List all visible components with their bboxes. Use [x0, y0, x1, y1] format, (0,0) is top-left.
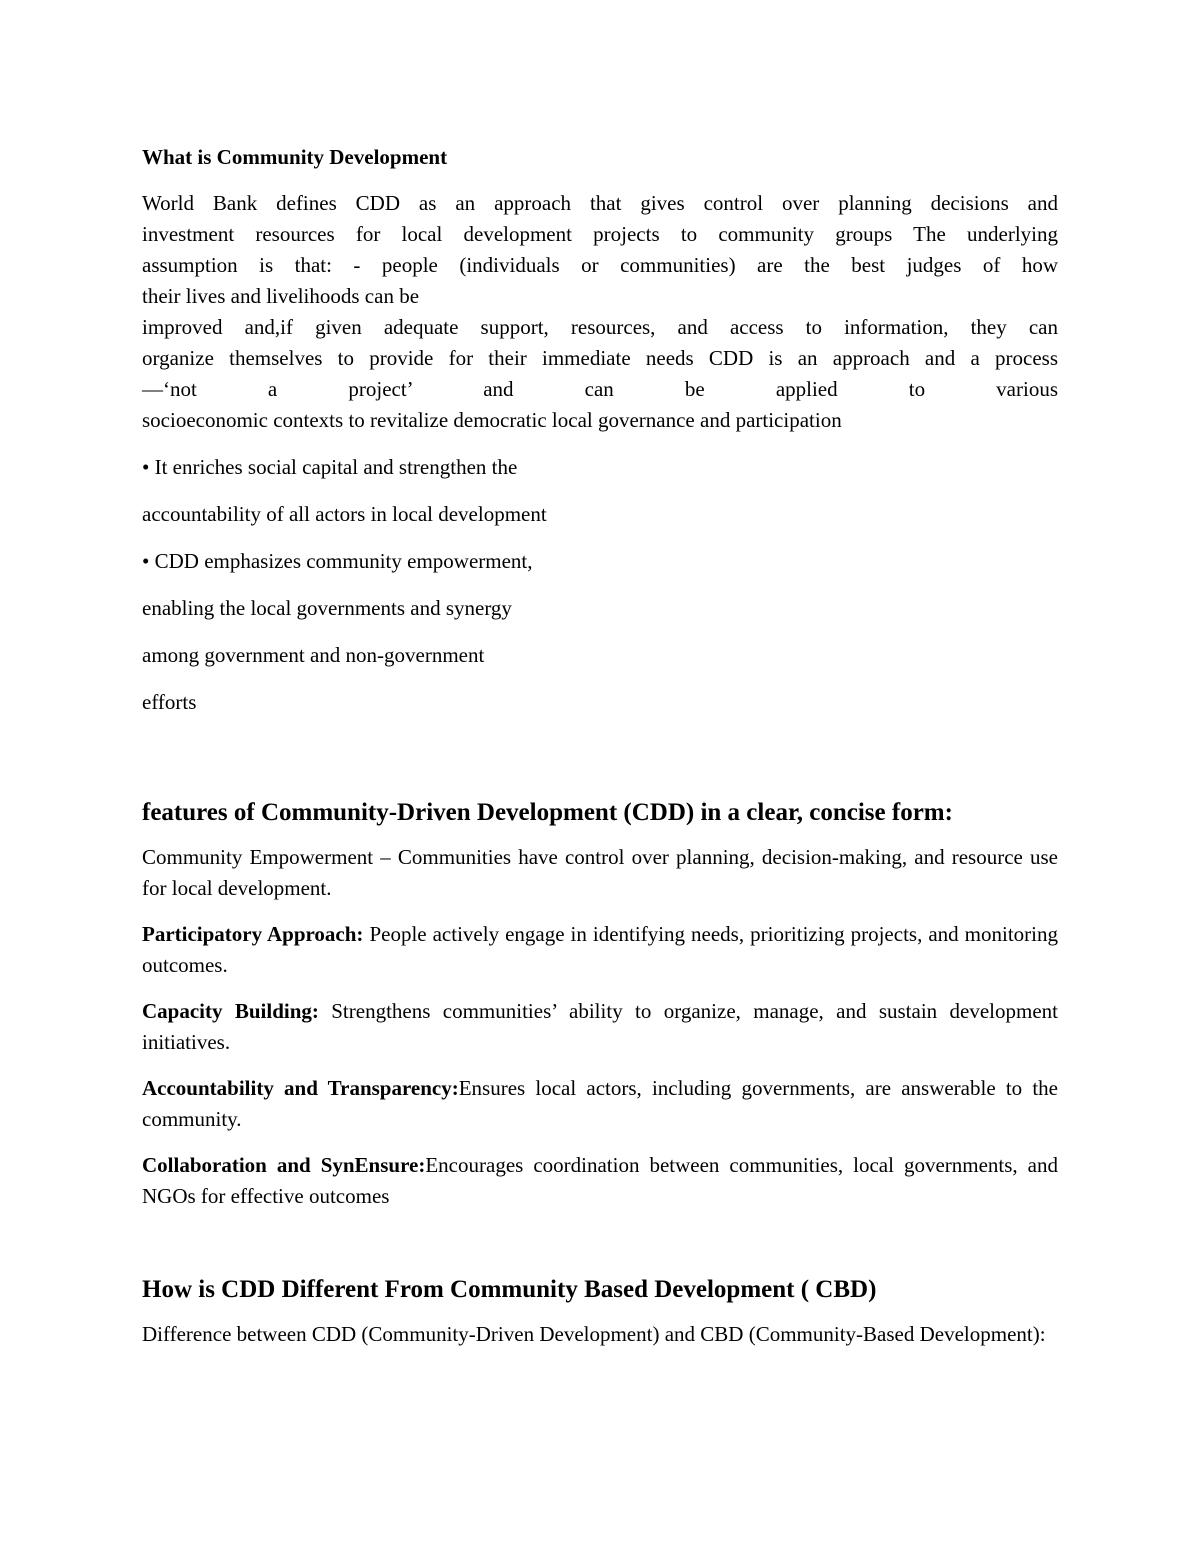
feature-text: Encourages coordination between communities, local governments, and NGOs for effective outcomes — [142, 1153, 1058, 1208]
document-page — [142, 142, 1058, 1365]
intro-line: —‘not a project’ and can be applied to various — [142, 377, 1058, 401]
list-item: among government and non-government — [142, 643, 485, 667]
list-item: • CDD emphasizes community empowerment, — [142, 549, 533, 573]
comparison-intro: Difference between CDD (Community-Driven Development) and CBD (Community-Based Development): — [142, 1322, 1046, 1346]
list-item: accountability of all actors in local development — [142, 502, 547, 526]
section-spacer — [142, 1227, 1058, 1273]
section-spacer — [142, 734, 1058, 796]
list-item: enabling the local governments and synergy — [142, 596, 512, 620]
intro-line: World Bank defines CDD as an approach that gives control over planning decisions and — [142, 191, 1058, 215]
intro-line: socioeconomic contexts to revitalize democratic local governance and participation — [142, 408, 842, 432]
feature-title: Participatory Approach: — [142, 922, 364, 946]
intro-line: assumption is that: - people (individuals or communities) are the best judges of how — [142, 253, 1058, 277]
feature-item — [142, 842, 1058, 904]
list-item: • It enriches social capital and strengthen the — [142, 455, 518, 479]
section-heading-community-development: What is Community Development — [142, 145, 448, 169]
section-heading-cdd-vs-cbd: How is CDD Different From Community Based Development ( CBD) — [142, 1276, 877, 1303]
feature-text: Strengthens communities’ ability to organize, manage, and sustain development initiatives. — [142, 999, 1058, 1054]
list-item: efforts — [142, 690, 197, 714]
feature-item — [142, 919, 1058, 981]
feature-title: Accountability and Transparency: — [142, 1076, 459, 1100]
intro-paragraph — [142, 188, 1058, 436]
intro-line: investment resources for local development projects to community groups The underlying — [142, 222, 1058, 246]
intro-line: organize themselves to provide for their immediate needs CDD is an approach and a process — [142, 346, 1058, 370]
intro-line: improved and,if given adequate support, resources, and access to information, they can — [142, 315, 1058, 339]
feature-item — [142, 996, 1058, 1058]
feature-title: Collaboration and SynEnsure: — [142, 1153, 426, 1177]
feature-item — [142, 1073, 1058, 1135]
feature-text: People actively engage in identifying needs, prioritizing projects, and monitoring outcomes. — [142, 922, 1058, 977]
feature-text: Community Empowerment – Communities have control over planning, decision-making, and resource use for local development. — [142, 845, 1058, 900]
section-heading-features: features of Community-Driven Development (CDD) in a clear, concise form: — [142, 799, 953, 826]
feature-title: Capacity Building: — [142, 999, 319, 1023]
feature-item — [142, 1150, 1058, 1212]
feature-text: Ensures local actors, including governments, are answerable to the community. — [142, 1076, 1058, 1131]
intro-line: their lives and livelihoods can be — [142, 284, 420, 308]
